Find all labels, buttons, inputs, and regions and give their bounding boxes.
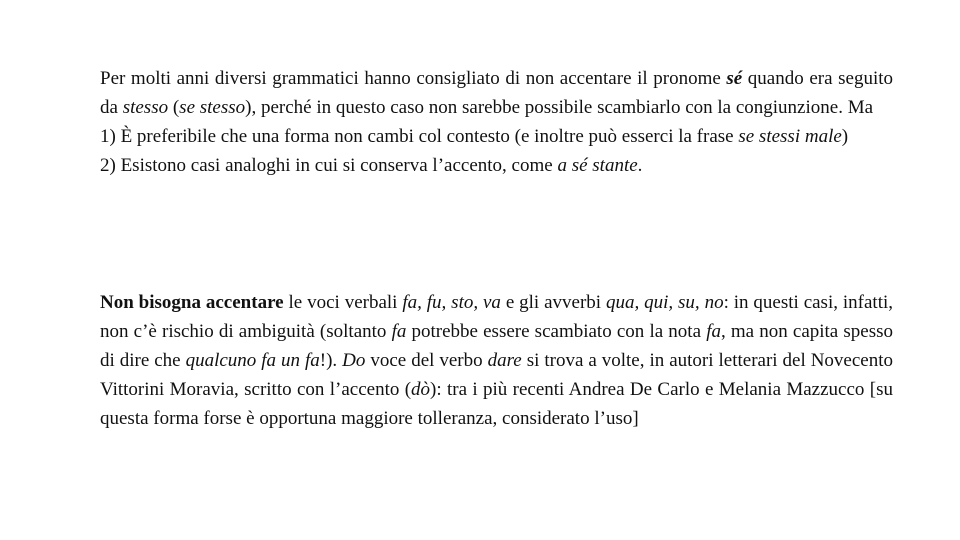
emphasized-text: fa [391,321,407,342]
emphasized-text: se stesso [179,97,246,118]
paragraph-block-pronome-se [100,64,893,180]
emphasized-text: stesso [122,97,169,118]
emphasized-text: Do [342,350,366,371]
text-run: , ma non capita spesso di dire che [100,321,894,371]
emphasized-text: qualcuno fa un fa [185,350,320,371]
text-run: ( [168,97,180,118]
emphasized-text: fa [706,321,721,342]
text-run: . [637,155,643,176]
emphasized-text: a sé stante [557,155,638,176]
emphasized-text: dò [411,379,431,400]
text-run: !). [319,350,343,371]
text-run: 1) È preferibile che una forma non cambi col contesto (e inoltre può esserci la frase [100,126,739,147]
point-1 [100,122,893,151]
point-2 [100,151,893,180]
emphasized-text: fa, fu, sto, va [402,292,501,313]
text-run: 2) Esistono casi analoghi in cui si conserva l’accento, come [100,155,558,176]
text-run: Per molti anni diversi grammatici hanno consigliato di non accentare il pronome [100,68,727,89]
paragraph-non-bisogna-accentare [100,288,893,433]
emphasized-text: Non bisogna accentare [100,292,284,313]
text-run: e gli avverbi [500,292,606,313]
paragraph-block-voci-verbali [100,288,893,433]
emphasized-text: qua, qui, su, no [605,292,724,313]
text-run: ): tra i più recenti Andrea De Carlo e Melania Mazzucco [su questa forma forse è opportuna maggiore tolleranza, considerato l’uso] [100,379,893,429]
text-run: : in questi casi, infatti, non c’è rischio di ambiguità (soltanto [100,292,893,342]
text-run: si trova a volte, in autori letterari del Novecento Vittorini Moravia, scritto con l’accento ( [100,350,894,400]
emphasized-text: sé [726,68,743,89]
emphasized-text: dare [487,350,522,371]
emphasized-text: se stessi male [738,126,842,147]
text-run: ) [841,126,849,147]
paragraph-se-stesso [100,64,893,122]
text-run: quando era seguito da [100,68,894,118]
text-run: ), perché in questo caso non sarebbe possibile scambiarlo con la congiunzione. Ma [245,97,874,118]
text-run: voce del verbo [365,350,488,371]
text-run: potrebbe essere scambiato con la nota [406,321,707,342]
text-run: le voci verbali [283,292,403,313]
